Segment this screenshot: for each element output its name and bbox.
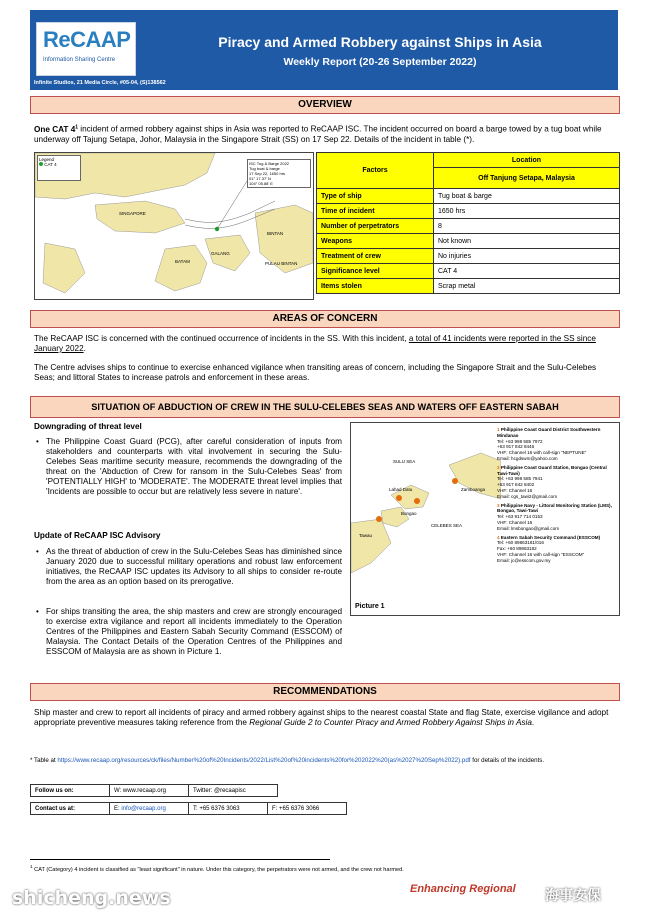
- factor-value: 1650 hrs: [434, 204, 620, 219]
- picture-label: CELEBES SEA: [431, 523, 463, 528]
- bullet-icon: •: [36, 437, 39, 446]
- factor-value: Not known: [434, 234, 620, 249]
- map-info-line: 01° 17.37' N: [249, 176, 271, 181]
- email-link[interactable]: info@recaap.org: [121, 805, 166, 812]
- contact-name: Philippine Coast Guard District Southwestern Mindanao: [497, 427, 601, 438]
- report-title: Piracy and Armed Robbery against Ships in Asia: [218, 34, 542, 50]
- map-label-pulau: PULAU BINTAN: [265, 261, 298, 266]
- downgrade-subheading: Downgrading of threat level: [34, 422, 142, 431]
- contact-name: Philippine Coast Guard Station, Bongao (Central Tawi-Tawi): [497, 464, 607, 476]
- contact-entry: [497, 503, 617, 532]
- overview-sup: 1: [75, 124, 79, 130]
- concern-p1-end: .: [83, 344, 86, 353]
- concern-paragraph-2: The Centre advises ships to continue to exercise enhanced vigilance when transiting areas of concern, including the Singapore Strait and the Sulu-Celebes Seas; and littoral States to increase patrols and enforcement in these areas.: [34, 363, 597, 382]
- contact-number: 1: [497, 427, 500, 432]
- footnote-marker: 1: [30, 864, 33, 869]
- factor-value: Scrap metal: [434, 279, 620, 294]
- overview-heading: OVERVIEW: [30, 96, 620, 114]
- fax: F: +65 6376 3066: [268, 803, 347, 815]
- table-row: [317, 264, 620, 279]
- contact-entry: [497, 465, 617, 500]
- recaap-logo: [36, 22, 136, 76]
- recommendations-end: .: [531, 718, 535, 727]
- regional-guide-title: Regional Guide 2 to Counter Piracy and Armed Robbery Against Ships in Asia: [249, 718, 532, 727]
- bullet-icon: •: [36, 607, 39, 616]
- map-info-box: [247, 159, 311, 188]
- contact-line: Email: lmsbongao@gmail.com: [497, 525, 560, 531]
- table-row: [317, 189, 620, 204]
- watermark-left: shicheng.news: [12, 887, 171, 909]
- contact-line: VHF: Channel 16 with call-sign "ESSCOM": [497, 551, 585, 557]
- map-info-line: 17 Sep 22, 1650 hrs: [249, 171, 286, 176]
- factor-label: Treatment of crew: [317, 249, 434, 264]
- map-legend: [37, 155, 81, 181]
- table-row: [317, 219, 620, 234]
- table-note-lead: * Table at: [30, 757, 58, 764]
- contact-line: VHF: Channel 16: [497, 487, 533, 493]
- location-header: Location: [434, 153, 620, 168]
- picture-label: Lahad Datu: [389, 487, 413, 492]
- overview-lead: One CAT 4: [34, 124, 76, 134]
- bullet-icon: •: [36, 547, 39, 556]
- footnote-divider: [30, 859, 330, 860]
- factor-label: Items stolen: [317, 279, 434, 294]
- report-subtitle: Weekly Report (20-26 September 2022): [283, 56, 477, 68]
- map-label-batam: BATAM: [175, 259, 190, 264]
- map-info-line: ISC Tug & Barge 2022: [249, 161, 290, 166]
- contact-line: Tel: +60 89863181/016: [497, 540, 544, 546]
- contact-entry: [497, 535, 617, 564]
- picture-caption: Picture 1: [355, 603, 385, 610]
- advisory-subheading: Update of ReCAAP ISC Advisory: [34, 531, 161, 540]
- factor-label: Number of perpetrators: [317, 219, 434, 234]
- picture-1-contacts: [350, 422, 620, 616]
- logo-subtitle: Information Sharing Centre: [43, 57, 116, 63]
- factor-label: Weapons: [317, 234, 434, 249]
- twitter-handle[interactable]: Twitter: @recaapisc: [189, 785, 278, 797]
- contact-entry: [497, 427, 617, 462]
- concern-heading: AREAS OF CONCERN: [30, 310, 620, 328]
- overview-text: [34, 122, 618, 145]
- contact-number: 3: [497, 502, 500, 508]
- contact-line: Email: hcgdswm@yahoo.com: [497, 455, 558, 461]
- map-info-line: 104° 05.88' E: [249, 181, 273, 186]
- map-info-line: Tug boat & barge: [249, 166, 280, 171]
- factor-value: No injuries: [434, 249, 620, 264]
- incident-map: [34, 152, 314, 300]
- email-prefix: E:: [114, 805, 122, 812]
- contact-line: Fax: +60 89863182: [497, 546, 537, 552]
- picture-label: SULU SEA: [393, 459, 416, 464]
- map-label-galang: GALANG: [211, 251, 230, 256]
- picture-label: Tawau: [359, 533, 373, 538]
- footnote: [30, 864, 620, 873]
- contact-table: [30, 802, 347, 815]
- location-value: Off Tanjung Setapa, Malaysia: [434, 168, 620, 189]
- factor-label: Significance level: [317, 264, 434, 279]
- concern-paragraph-1: [34, 334, 618, 354]
- contact-line: Tel: +63 917 714 0153: [497, 514, 543, 520]
- picture-label: Zamboanga: [461, 487, 486, 492]
- table-row: [317, 204, 620, 219]
- factor-value: CAT 4: [434, 264, 620, 279]
- contact-line: VHF: Channel 16 with call-sign "NEPTUNE": [497, 450, 587, 456]
- incident-list-link[interactable]: https://www.recaap.org/resources/ck/files/Number%20of%20Incidents/2022/List%20of%20incidents%20for%202022%20(as%2027%20Sep%2022).pdf: [57, 757, 471, 764]
- overview-rest: incident of armed robbery against ships in Asia was reported to ReCAAP ISC. The incident occurred on board a barge towed by a tug boat while underway off Tajung Setapa, Johor, Malaysia in the Singapore Strait (SS) on 17 Sep 22. Details of the incident in table (*).: [34, 124, 602, 144]
- contact-number: 2: [497, 464, 500, 470]
- contact-list: [497, 427, 617, 564]
- concern-p1-emphasis: a total of 41 incidents were reported in the SS since January 2022: [34, 334, 596, 353]
- contact-name: Philippine Navy - Littoral Monitoring Station (LMS), Bongao, Tawi-Tawi: [497, 502, 612, 514]
- recommendations-text: [34, 708, 618, 728]
- incident-table: [316, 152, 620, 294]
- header-address: Infinite Studios, 21 Media Circle, #05-04, (S)138562: [34, 80, 166, 86]
- map-legend-title: Legend: [39, 157, 55, 162]
- contact-name: Eastern Sabah Security Command (ESSCOM): [500, 534, 601, 540]
- map-label-singapore: SINGAPORE: [119, 211, 146, 216]
- table-row: [317, 234, 620, 249]
- downgrade-text: The Philippine Coast Guard (PCG), after careful consideration of inputs from stakeholders and counterparts with vital involvement in securing the Sulu-Celebes Seas maritime security measure, recommends the downgrading of the threat on the 'Abduction of Crew for ransom in the Sulu-Celebes Seas' from 'POTENTIALLY HIGH' to 'MODERATE'. The MODERATE threat level implies that 'Incidents are possible to occur but are relatively less severe in nature'.: [46, 437, 342, 496]
- website-link[interactable]: W: www.recaap.org: [110, 785, 189, 797]
- footnote-text: CAT (Category) 4 incident is classified as "least significant" in nature. Under this category, the perpetrators were not armed, and the crew not harmed.: [32, 866, 404, 873]
- abduction-heading: SITUATION OF ABDUCTION OF CREW IN THE SULU-CELEBES SEAS AND WATERS OFF EASTERN SABAH: [30, 396, 620, 418]
- table-note-end: for details of the incidents.: [470, 757, 545, 764]
- contact-line: +63 917 842 8446: [497, 444, 535, 450]
- advisory-text: As the threat of abduction of crew in the Sulu-Celebes Seas has diminished since January 2020 due to successful military operations and robust law enforcement initiatives, the ReCAAP ISC updates its Advisory to all ships to consider re-route from the area as an option based on its prerogative.: [46, 547, 342, 586]
- table-note: [30, 757, 620, 765]
- factors-header: Factors: [317, 153, 434, 189]
- contact-line: Email: cgs_tawi2@gmail.com: [497, 493, 558, 499]
- telephone: T: +65 6376 3063: [189, 803, 268, 815]
- follow-table: [30, 784, 278, 797]
- factor-value: Tug boat & barge: [434, 189, 620, 204]
- concern-p1-lead: The ReCAAP ISC is concerned with the continued occurrence of incidents in the SS. With this incident,: [34, 334, 409, 343]
- follow-label: Follow us on:: [31, 785, 110, 797]
- map-label-bintan: BINTAN: [267, 231, 284, 236]
- contact-line: Tel: +63 998 585 7972: [497, 438, 543, 444]
- contact-label: Contact us at:: [31, 803, 110, 815]
- factor-label: Type of ship: [317, 189, 434, 204]
- factor-label: Time of incident: [317, 204, 434, 219]
- contact-number: 4: [497, 534, 500, 540]
- factor-value: 8: [434, 219, 620, 234]
- contact-line: VHF: Channel 16: [497, 519, 533, 525]
- map-legend-item: CAT 4: [44, 162, 57, 167]
- contact-line: +63 917 842 8402: [497, 482, 535, 488]
- table-row: [317, 279, 620, 294]
- watermark-right: 海事安保: [545, 888, 601, 904]
- contact-line: Email: jc@esscom.gov.my: [497, 557, 551, 563]
- recommendations-lead: Ship master and crew to report all incidents of piracy and armed robbery against ships to the nearest coastal State and flag State, exercise vigilance and adopt appropriate preventive measures taking reference from the: [34, 708, 609, 727]
- vigilance-text: For ships transiting the area, the ship masters and crew are strongly encouraged to exercise extra vigilance and report all incidents immediately to the Operation Centres of the Philippines and Eastern Sabah Security Command (ESSCOM) of Malaysia. The Contact Details of the Operation Centres of the Philippines and ESSCOM of Malaysia are as shown in Picture 1.: [46, 607, 342, 656]
- recommendations-heading: RECOMMENDATIONS: [30, 683, 620, 701]
- contact-line: Tel: +63 998 585 7941: [497, 476, 543, 482]
- table-row: [317, 249, 620, 264]
- picture-label: Bongao: [401, 511, 417, 516]
- logo-text: ReCAAP: [43, 27, 131, 52]
- footer-tagline: Enhancing Regional: [410, 883, 516, 895]
